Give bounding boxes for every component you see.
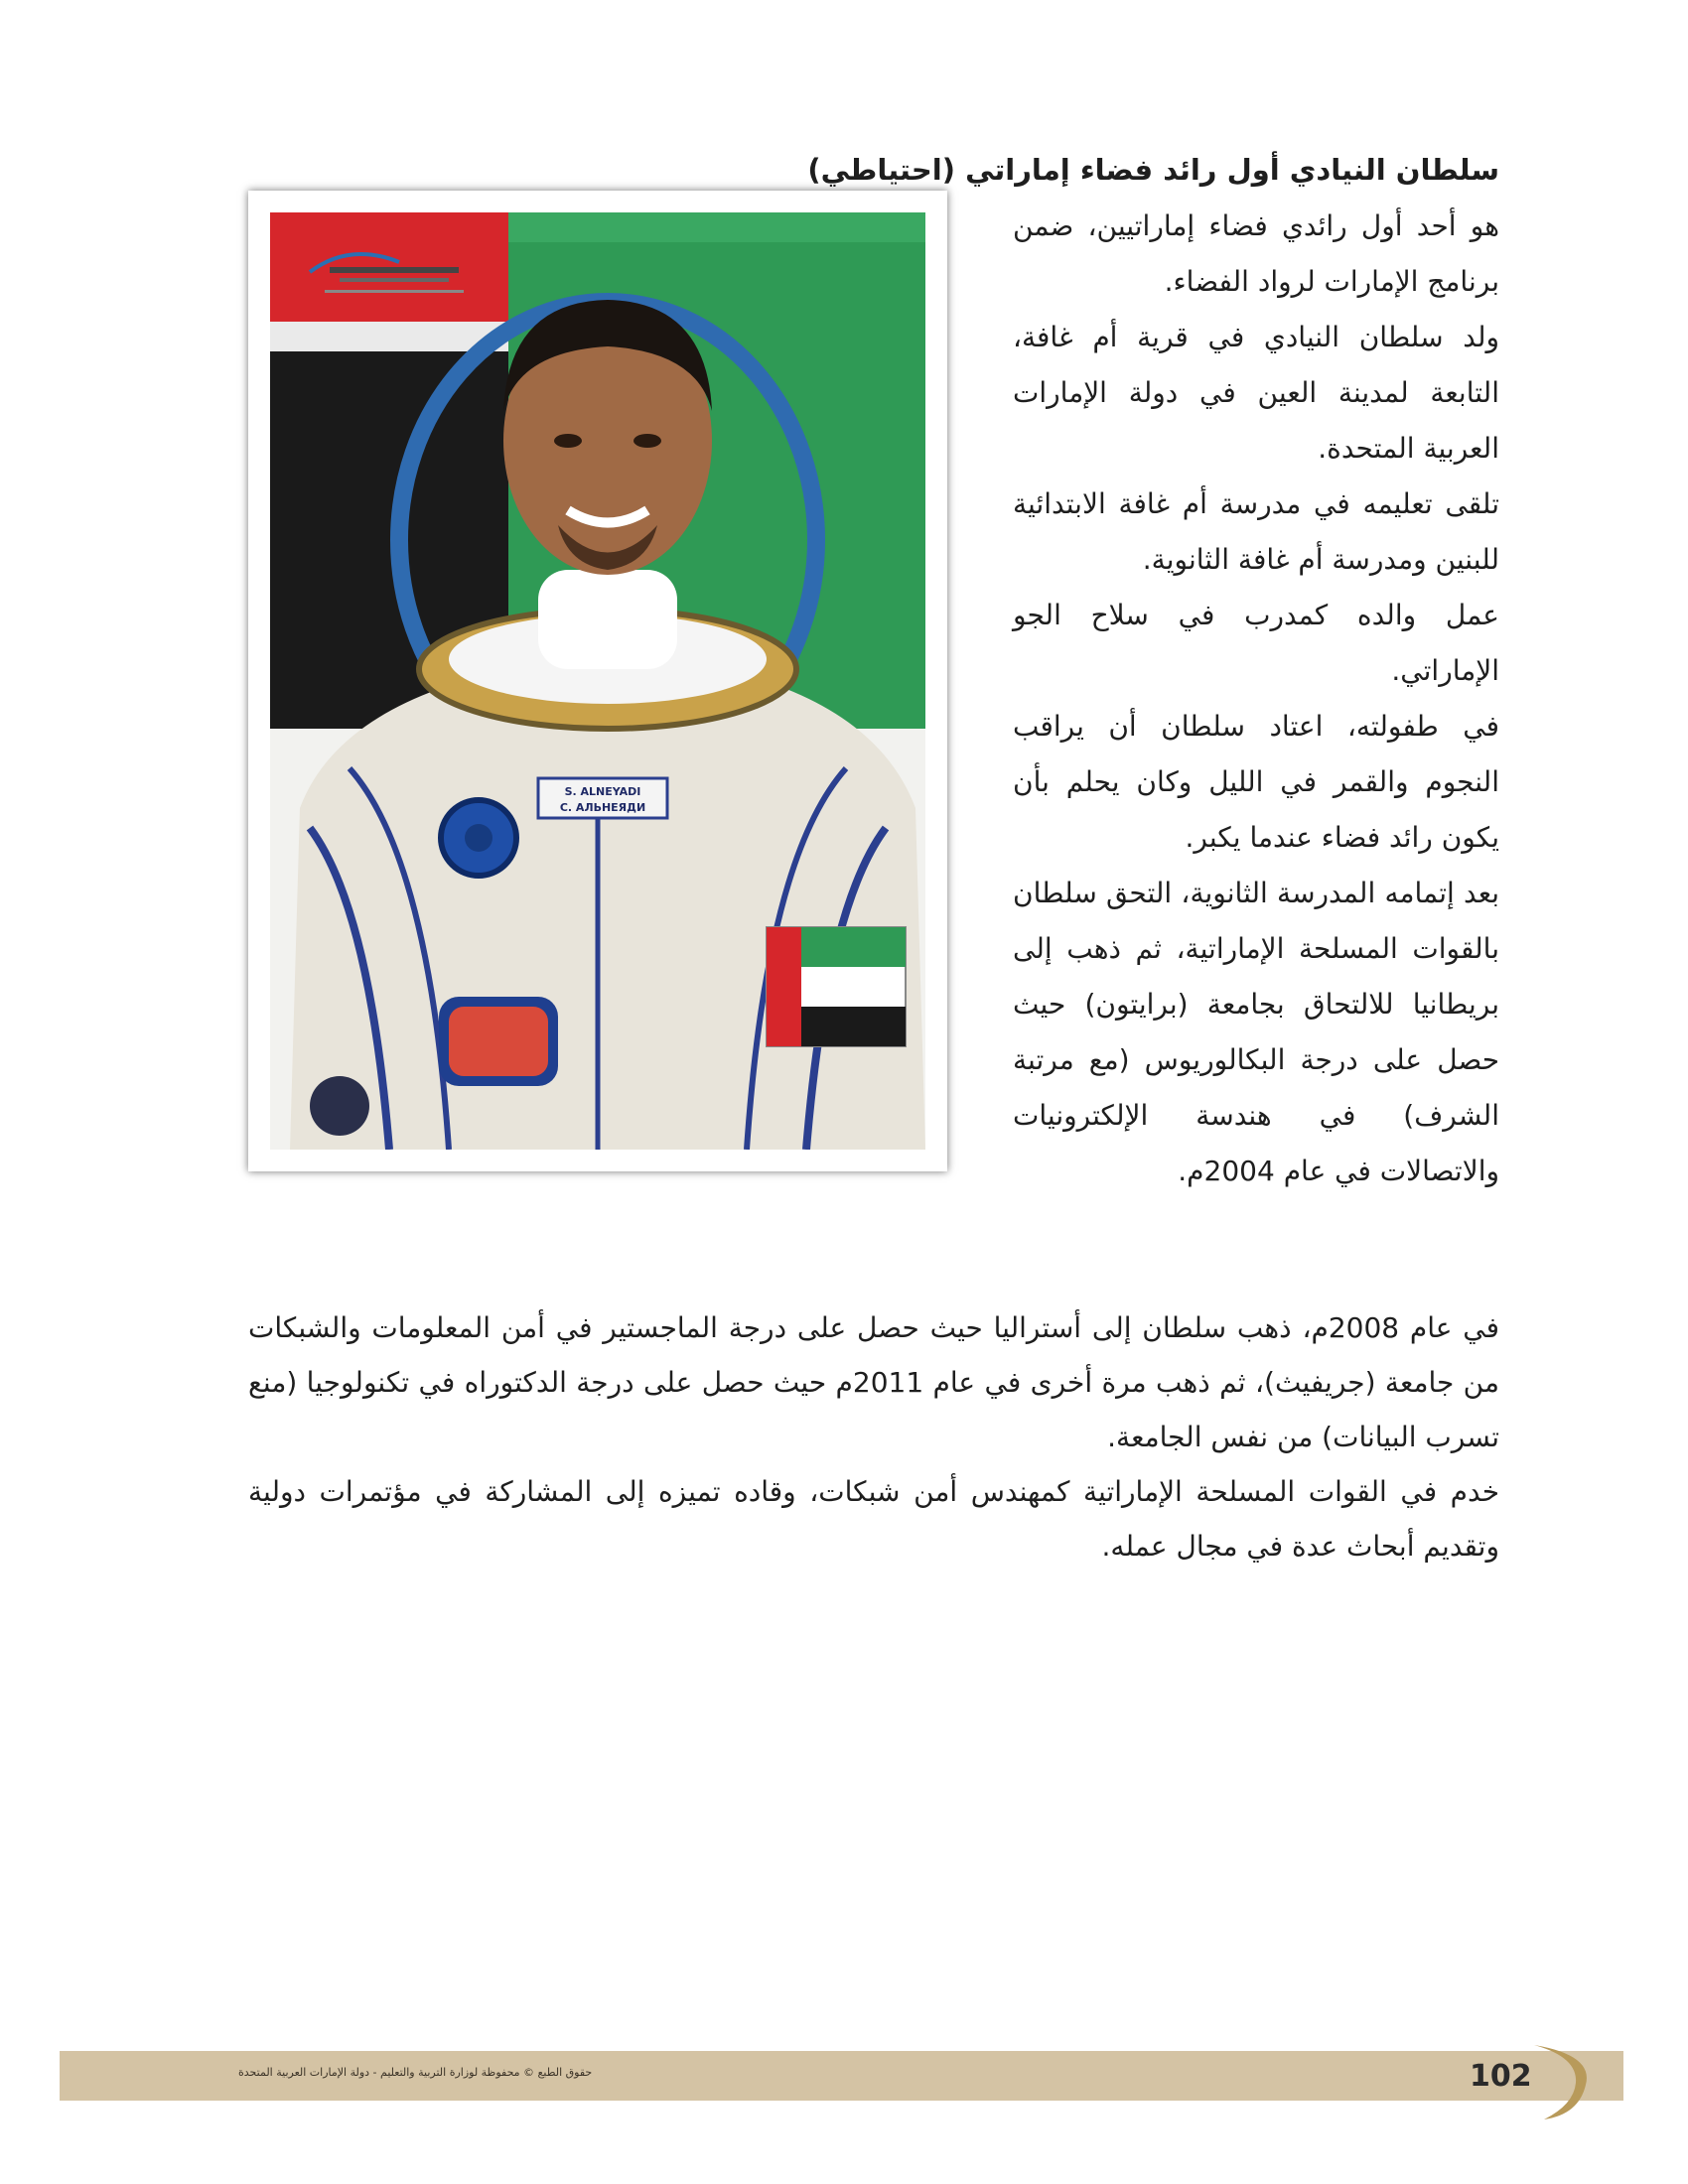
- uae-flag-patch: [767, 927, 906, 1046]
- paragraph-father: عمل والده كمدرب في سلاح الجو الإماراتي.: [1013, 599, 1499, 687]
- paragraph-service: خدم في القوات المسلحة الإماراتية كمهندس أمن شبكات، وقاده تميزه إلى المشاركة في مؤتمرات دولية وتقديم أبحاث عدة في مجال عمله.: [248, 1475, 1499, 1563]
- astronaut-illustration: [270, 212, 925, 1150]
- paragraph-intro: هو أحد أول رائدي فضاء إماراتيين، ضمن برنامج الإمارات لرواد الفضاء.: [1013, 209, 1499, 298]
- intro-column: [1013, 199, 1499, 1199]
- footer-copyright: حقوق الطبع © محفوظة لوزارة التربية والتعليم - دولة الإمارات العربية المتحدة: [238, 2066, 593, 2079]
- paragraph-university: بعد إتمامه المدرسة الثانوية، التحق سلطان بالقوات المسلحة الإماراتية، ثم ذهب إلى بريطانيا للالتحاق بجامعة (برايتون) حيث حصل على درجة البكالوريوس (مع مرتبة الشرف) في هندسة الإلكترونيات والاتصالات في عام 2004م.: [1013, 877, 1499, 1187]
- body-full-width: [248, 1300, 1499, 1573]
- mission-patch: [439, 997, 558, 1086]
- paragraph-postgraduate: في عام 2008م، ذهب سلطان إلى أستراليا حيث حصل على درجة الماجستير في أمن المعلومات والشبكات من جامعة (جريفيث)، ثم ذهب مرة أخرى في عام 2011م حيث حصل على درجة الدكتوراه في تكنولوجيا (منع تسرب البيانات) من نفس الجامعة.: [248, 1311, 1499, 1453]
- paragraph-birth: ولد سلطان النيادي في قرية أم غافة، التابعة لمدينة العين في دولة الإمارات العربية المتحدة.: [1013, 321, 1499, 465]
- page-number: 102: [1470, 2059, 1532, 2094]
- paragraph-childhood: في طفولته، اعتاد سلطان أن يراقب النجوم والقمر في الليل وكان يحلم بأن يكون رائد فضاء عندما يكبر.: [1013, 710, 1499, 854]
- corner-arc-ornament: [1524, 2035, 1594, 2124]
- name-tag-latin: S. ALNEYADI: [564, 785, 641, 798]
- suit-badge: [310, 1076, 369, 1136]
- astronaut-photo: [248, 191, 947, 1171]
- page-title: سلطان النيادي أول رائد فضاء إماراتي (احتياطي): [807, 153, 1499, 187]
- paragraph-schooling: تلقى تعليمه في مدرسة أم غافة الابتدائية للبنين ومدرسة أم غافة الثانوية.: [1013, 487, 1499, 576]
- name-tag-cyrillic: С. АЛЬНЕЯДИ: [559, 801, 646, 814]
